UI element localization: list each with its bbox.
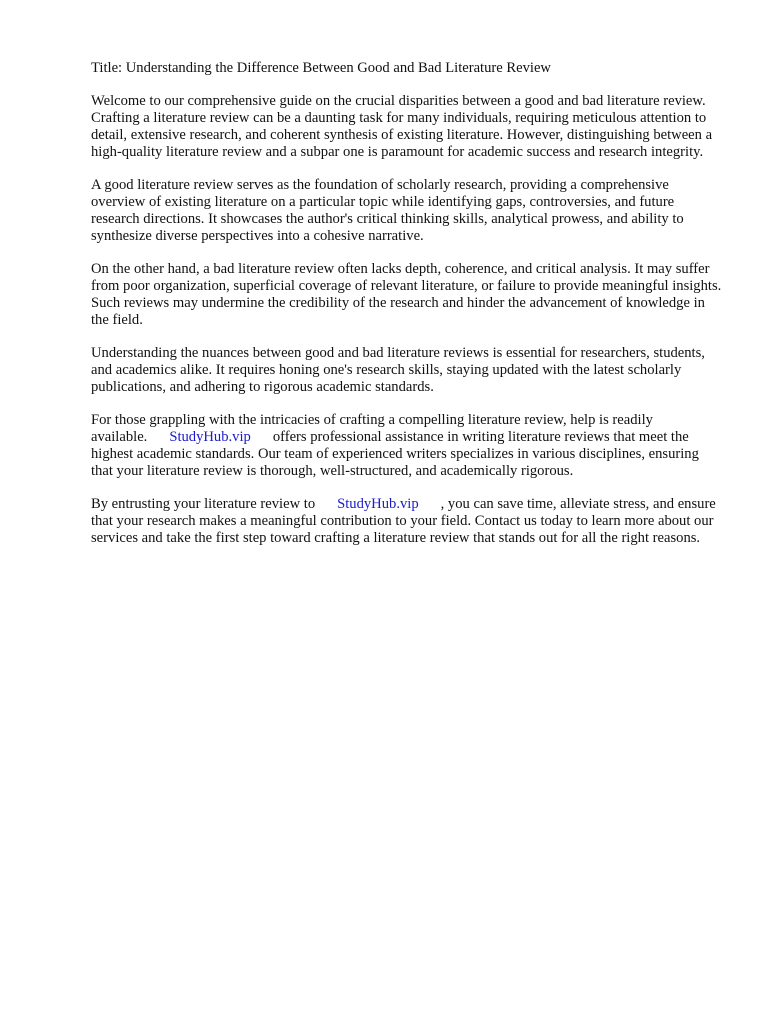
paragraph-nuances: Understanding the nuances between good and bad literature reviews is essential for researchers, students, and academics alike. It requires honing one's research skills, staying updated with the latest scholarly publications, and adhering to rigorous academic standards.: [91, 345, 705, 395]
document-page: [91, 60, 723, 563]
paragraph-help-text-before: For those grappling with the intricacies of crafting a compelling literature review, help is readily available.: [91, 412, 653, 445]
paragraph-intro: Welcome to our comprehensive guide on the crucial disparities between a good and bad literature review. Crafting a literature review can be a daunting task for many individuals, requiring meticulous attention to detail, extensive research, and coherent synthesis of existing literature. However, distinguishing between a high-quality literature review and a subpar one is paramount for academic success and research integrity.: [91, 93, 713, 160]
paragraph-bad-review: On the other hand, a bad literature review often lacks depth, coherence, and critical analysis. It may suffer from poor organization, superficial coverage of relevant literature, or failure to provide meaningful insights. Such reviews may undermine the credibility of the research and hinder the advancement of knowledge in the field.: [91, 261, 722, 328]
paragraph-help-text-after: offers professional assistance in writing literature reviews that meet the highest academic standards. Our team of experienced writers specializes in various disciplines, ensuring that your literature review is thorough, well-structured, and academically rigorous.: [91, 429, 699, 479]
paragraph-entrusting-text-before: By entrusting your literature review to: [91, 496, 316, 512]
studyhub-link-2[interactable]: StudyHub.vip: [337, 496, 419, 512]
document-title: Title: Understanding the Difference Between Good and Bad Literature Review: [91, 60, 551, 76]
paragraph-entrusting-text-after: , you can save time, alleviate stress, and ensure that your research makes a meaningful contribution to your field. Contact us today to learn more about our services and take the first step toward crafting a literature review that stands out for all the right reasons.: [91, 496, 716, 546]
paragraph-entrusting: [91, 496, 723, 547]
studyhub-link[interactable]: StudyHub.vip: [169, 429, 251, 445]
paragraph-good-review: A good literature review serves as the foundation of scholarly research, providing a comprehensive overview of existing literature on a particular topic while identifying gaps, controversies, and future research directions. It showcases the author's critical thinking skills, analytical prowess, and ability to synthesize diverse perspectives into a cohesive narrative.: [91, 177, 684, 244]
paragraph-help-available: [91, 412, 723, 480]
